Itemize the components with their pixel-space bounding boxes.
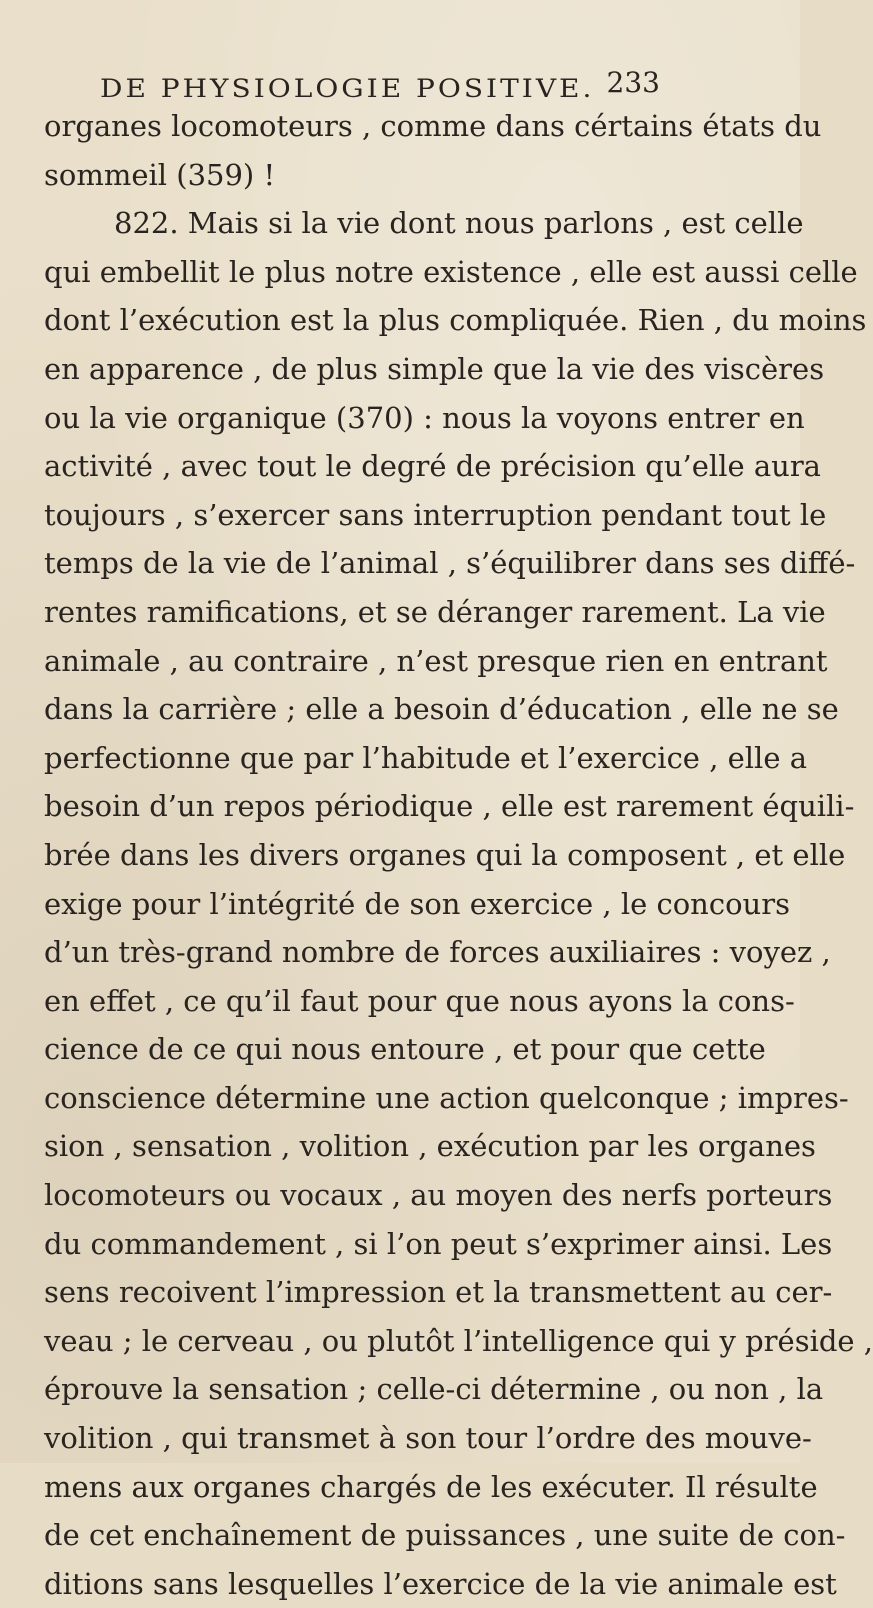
text-line: en effet , ce qu’il faut pour que nous ayons la cons- [44, 983, 795, 1018]
page-number: 233 [606, 66, 660, 99]
paragraph-start-line: 822. Mais si la vie dont nous parlons , est celle [114, 206, 804, 241]
text-line: besoin d’un repos périodique , elle est rarement équili- [44, 789, 855, 824]
text-line: dans la carrière ; elle a besoin d’éducation , elle ne se [44, 692, 839, 727]
text-line: perfectionne que par l’habitude et l’exercice , elle a [44, 740, 808, 775]
text-line: volition , qui transmet à son tour l’ordre des mouve- [44, 1421, 812, 1456]
text-line: brée dans les divers organes qui la composent , et elle [44, 837, 846, 872]
text-line: mens aux organes chargés de les exécuter. Il résulte [44, 1469, 818, 1504]
text-line: cience de ce qui nous entoure , et pour que cette [44, 1032, 766, 1067]
text-line: exige pour l’intégrité de son exercice , le concours [44, 886, 790, 921]
text-line: conscience détermine une action quelconque ; impres- [44, 1080, 849, 1115]
text-line: d’un très-grand nombre de forces auxiliaires : voyez , [44, 935, 831, 970]
text-line: rentes ramifications, et se déranger rarement. La vie [44, 594, 826, 629]
text-line: organes locomoteurs , comme dans cértains états du [44, 109, 822, 143]
text-line: temps de la vie de l’animal , s’équilibrer dans ses diffé- [44, 546, 856, 581]
text-line: en apparence , de plus simple que la vie des viscères [44, 351, 825, 386]
running-title: DE PHYSIOLOGIE POSITIVE. [100, 73, 595, 104]
text-line: veau ; le cerveau , ou plutôt l’intelligence qui y préside , [44, 1323, 873, 1358]
running-header [100, 66, 660, 105]
body-text [44, 102, 873, 1608]
text-line: ou la vie organique (370) : nous la voyons entrer en [44, 400, 805, 435]
text-line: dont l’exécution est la plus compliquée. Rien , du moins [44, 303, 867, 338]
text-line: animale , au contraire , n’est presque rien en entrant [44, 643, 828, 678]
text-line: de cet enchaînement de puissances , une suite de con- [44, 1518, 846, 1553]
text-line: sens recoivent l’impression et la transmettent au cer- [44, 1275, 833, 1310]
text-line: qui embellit le plus notre existence , elle est aussi celle [44, 254, 858, 289]
text-line: toujours , s’exercer sans interruption pendant tout le [44, 497, 827, 532]
text-line: éprouve la sensation ; celle-ci détermine , ou non , la [44, 1372, 824, 1407]
text-line: sion , sensation , volition , exécution par les organes [44, 1129, 816, 1164]
text-line: du commandement , si l’on peut s’exprimer ainsi. Les [44, 1226, 833, 1261]
text-line: ditions sans lesquelles l’exercice de la vie animale est [44, 1566, 837, 1601]
text-line: locomoteurs ou vocaux , au moyen des nerfs porteurs [44, 1178, 833, 1213]
text-line: sommeil (359) ! [44, 157, 276, 192]
text-line: activité , avec tout le degré de précision qu’elle aura [44, 449, 821, 484]
